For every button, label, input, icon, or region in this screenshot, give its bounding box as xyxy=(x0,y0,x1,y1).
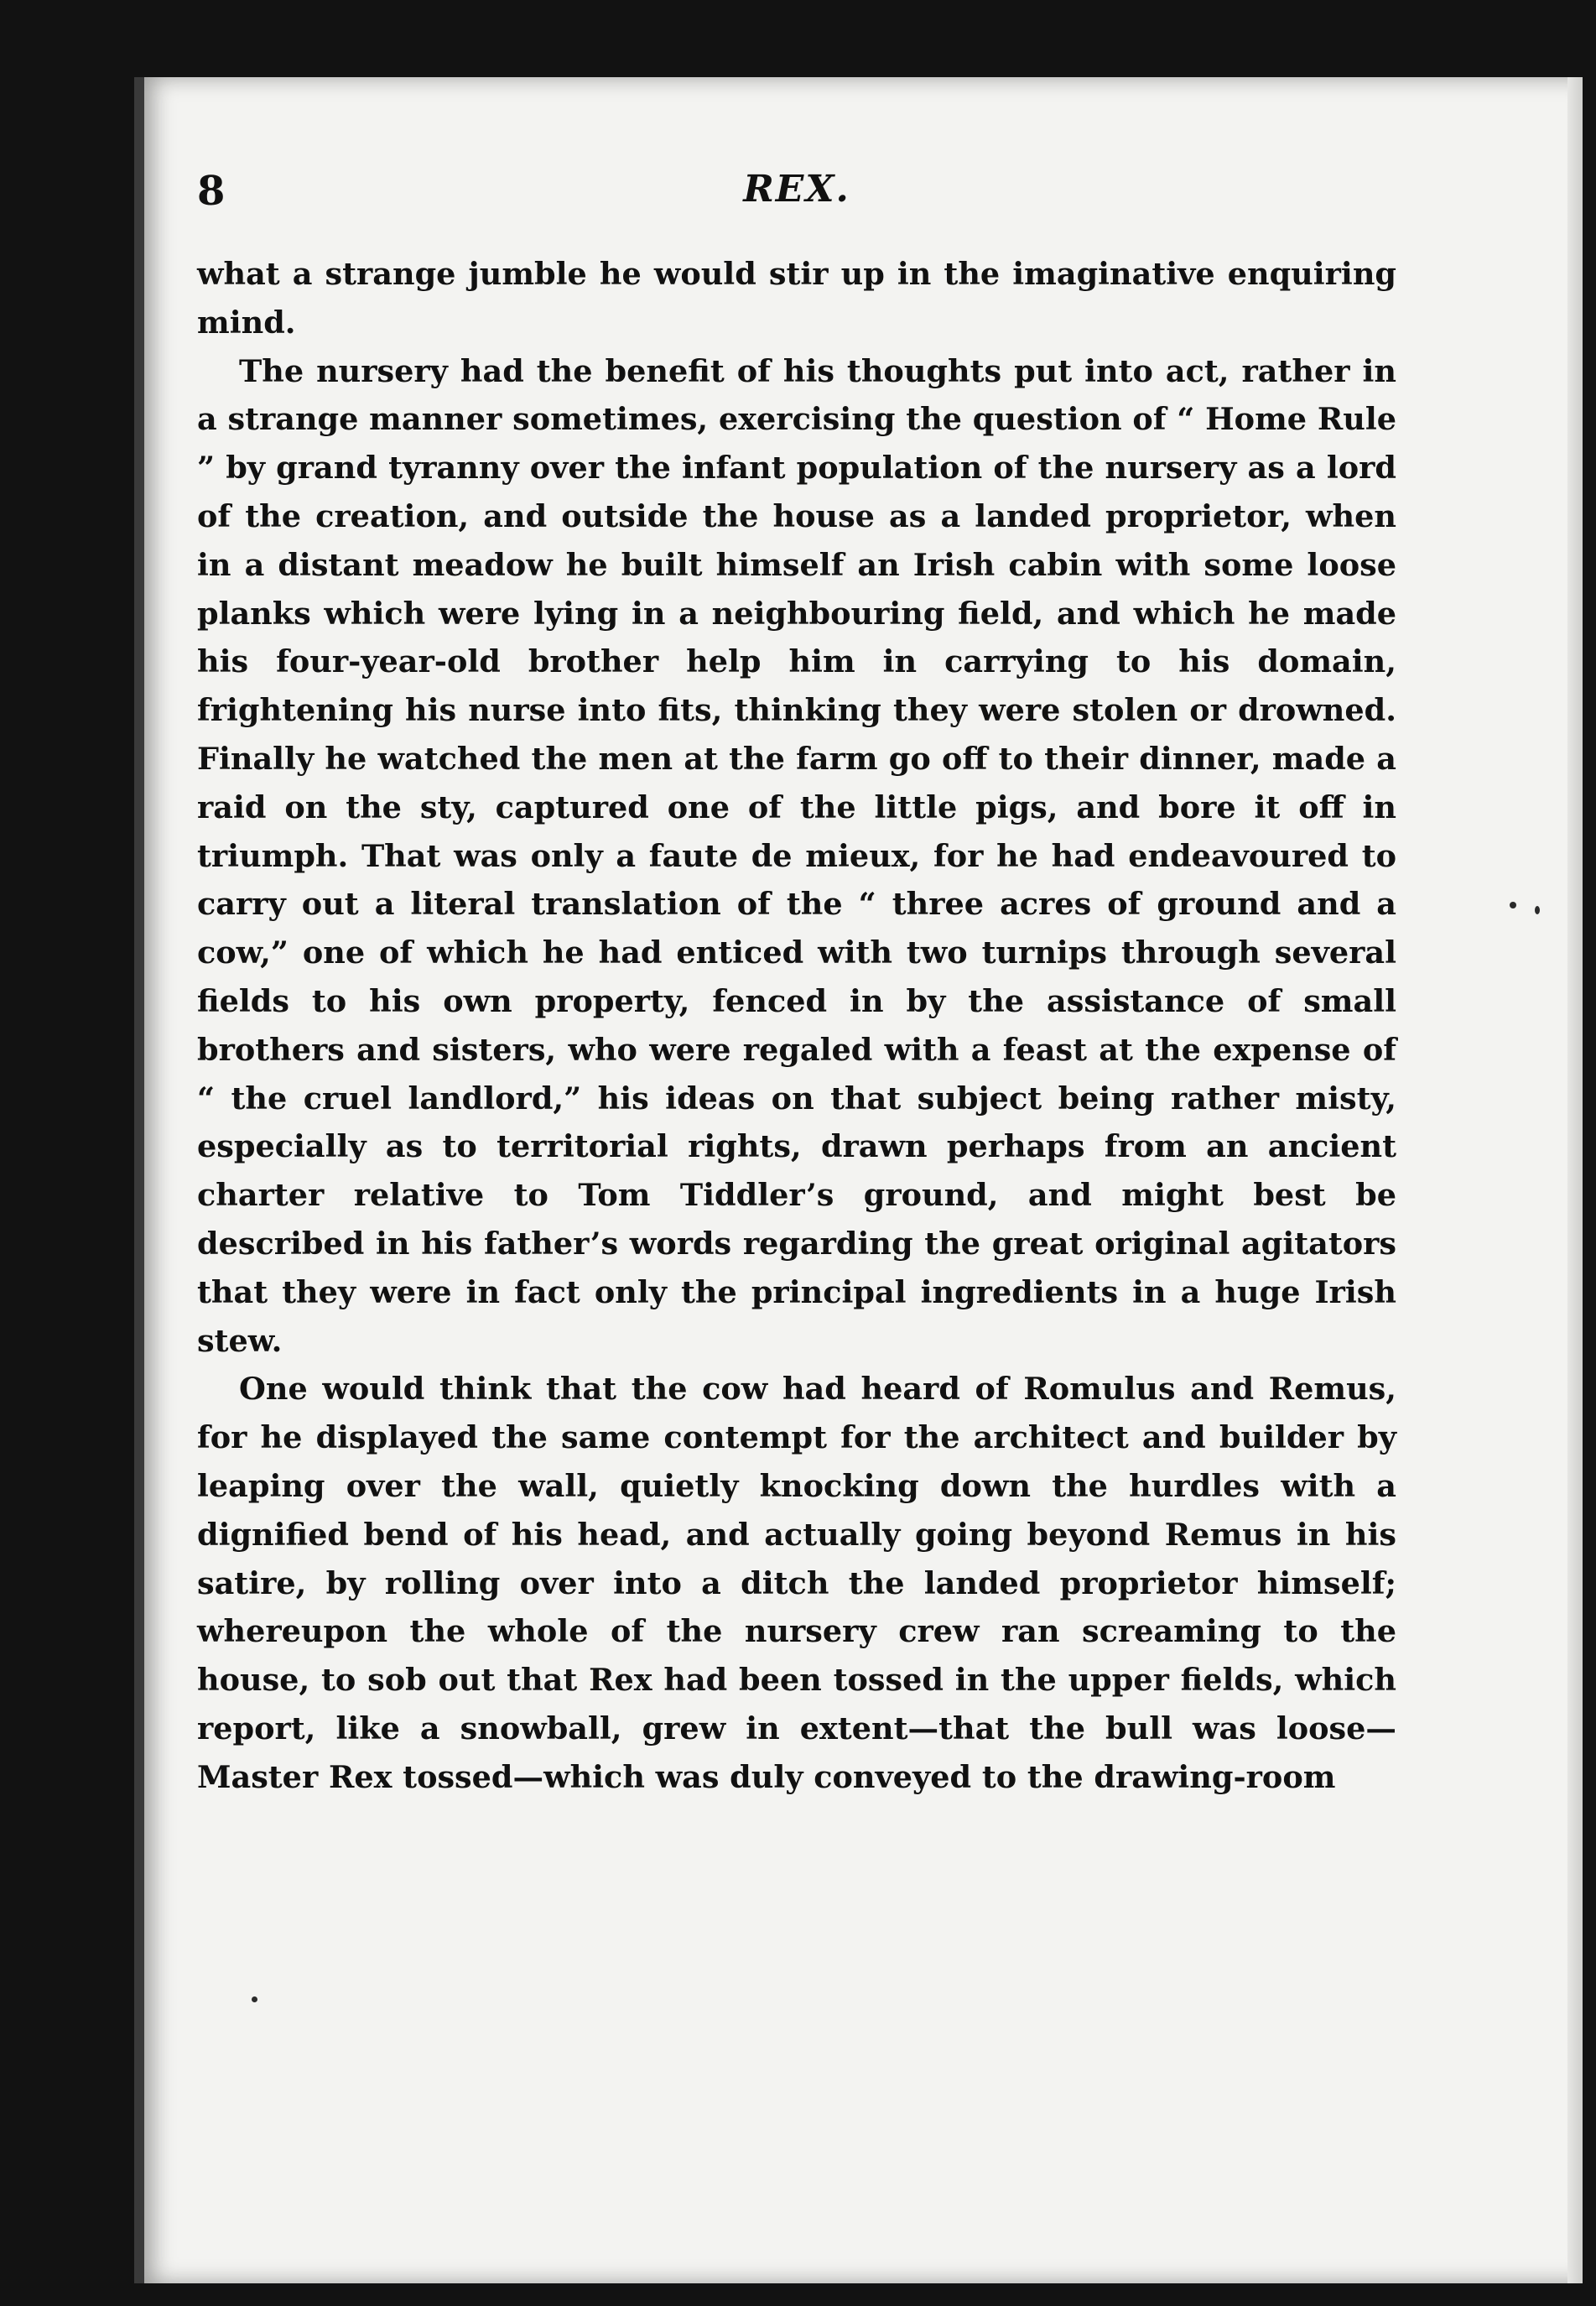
scan-speck xyxy=(1510,902,1516,908)
scan-speck xyxy=(1535,906,1540,914)
page-number: 8 xyxy=(197,168,226,215)
page-header xyxy=(197,168,1396,235)
paragraph-1: what a strange jumble he would stir up in the imaginative enquiring mind. xyxy=(197,256,1396,341)
paragraph-2: The nursery had the benefit of his thoughts put into act, rather in a strange manner sometimes, exercising the question of “ Home Rule ” by grand tyranny over the infant population of the nursery as a lord of the creation, and outside the house as a landed proprietor, when in a distant meadow he built himself an Irish cabin with some loose planks which were lying in a neighbouring field, and which he made his four-year-old brother help him in carrying to his domain, frightening his nurse into fits, thinking they were stolen or drowned. Finally he watched the men at the farm go off to their dinner, made a raid on the sty, captured one of the little pigs, and bore it off in triumph. That was only a faute de mieux, for he had endeavoured to carry out a literal translation of the “ three acres of ground and a cow,” one of which he had enticed with two turnips through several fields to his own property, fenced in by the assistance of small brothers and sisters, who were regaled with a feast at the expense of “ the cruel landlord,” his ideas on that subject being rather misty, especially as to territorial rights, drawn perhaps from an ancient charter relative to Tom Tiddler’s ground, and might best be described in his father’s words regarding the great original agitators that they were in fact only the principal ingredients in a huge Irish stew. xyxy=(197,352,1396,1359)
body-text xyxy=(197,250,1396,1802)
running-title: REX. xyxy=(743,168,850,211)
scan-speck xyxy=(252,1996,257,2002)
page-edge xyxy=(1567,77,1583,2283)
paragraph-3: One would think that the cow had heard of Romulus and Remus, for he displayed the same contempt for the architect and builder by leaping over the wall, quietly knocking down the hurdles with a dignified bend of his head, and actually going beyond Remus in his satire, by rolling over into a ditch the landed proprietor himself; whereupon the whole of the nursery crew ran screaming to the house, to sob out that Rex had been tossed in the upper fields, which report, like a snowball, grew in extent—that the bull was loose—Master Rex tossed—which was duly conveyed to the drawing-room xyxy=(197,1371,1396,1795)
